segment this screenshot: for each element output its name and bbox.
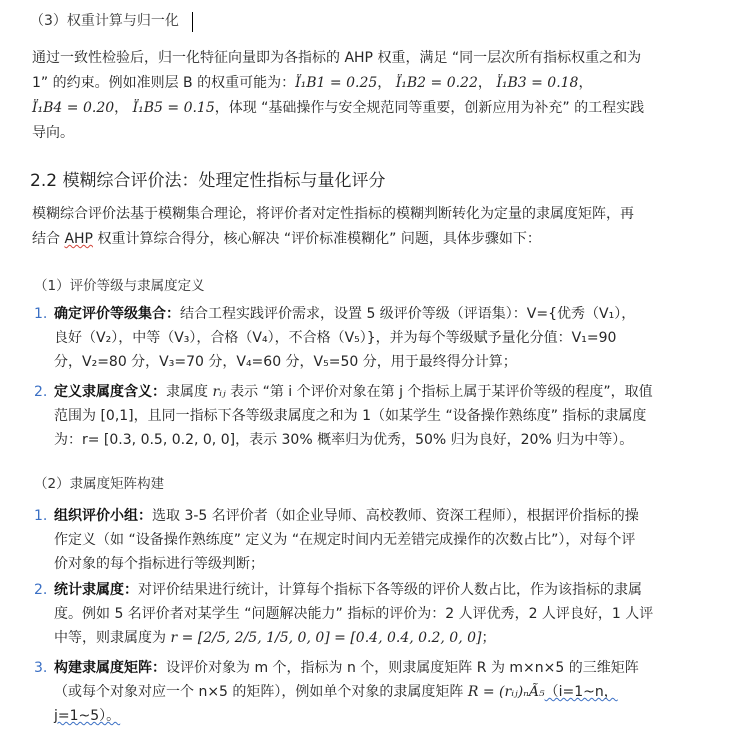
list-item-text: 结合工程实践评价需求，设置 5 级评价等级（评语集）：V={优秀（V₁）， bbox=[180, 306, 636, 322]
list-number: 1. bbox=[34, 508, 48, 524]
subheading-grade-membership: （1）评价等级与隶属度定义 bbox=[34, 278, 205, 294]
list-item-text: （或每个对象对应一个 n×5 的矩阵），例如单个对象的隶属度矩阵 bbox=[54, 684, 468, 700]
para2-line2-pre: 结合 bbox=[32, 231, 65, 247]
para2-line2-post: 权重计算综合得分，核心解决 “评价标准模糊化” 问题，具体步骤如下： bbox=[93, 231, 541, 247]
list-item-line3: j=1~5）。 bbox=[54, 708, 121, 724]
list-item-text: 对评价结果进行统计，计算每个指标下各等级的评价人数占比，作为该指标的隶属 bbox=[138, 582, 642, 598]
list-item-line2: 度。例如 5 名评价者对某学生 “问题解决能力” 指标的评价为：2 人评优秀，2 人评良好，1 人评 bbox=[54, 606, 654, 622]
weight-b3: Ï₁B3 = 0.18 bbox=[496, 75, 579, 91]
list-item-line2 bbox=[54, 680, 709, 704]
list-item bbox=[34, 578, 714, 650]
list-item-line3: 价对象的每个指标进行等级判断； bbox=[54, 556, 264, 572]
list-number: 3. bbox=[34, 660, 48, 676]
list-number: 2. bbox=[34, 384, 48, 400]
para1-line2-text: 1” 的约束。例如准则层 B 的权重可能为： bbox=[32, 75, 296, 91]
paragraph-fuzzy-intro bbox=[32, 202, 712, 252]
list-item-title: 统计隶属度： bbox=[54, 582, 138, 598]
weight-b2: Ï₁B2 = 0.22 bbox=[395, 75, 478, 91]
para1-line3: Ï₁B4 = 0.20， Ï₁B5 = 0.15，体现 “基础操作与安全规范同等重要，创新应用为补充” 的工程实践 bbox=[32, 100, 645, 116]
list-item-line2: 作定义（如 “设备操作熟练度” 定义为 “在规定时间内无差错完成操作的次数占比”），对每个评 bbox=[54, 532, 636, 548]
section-heading-weight-normalization: （3）权重计算与归一化 bbox=[30, 13, 179, 29]
spellcheck-ahp: AHP bbox=[64, 231, 93, 247]
list-number: 1. bbox=[34, 306, 48, 322]
list-item-title: 确定评价等级集合： bbox=[54, 306, 180, 322]
list-item-text-rest: 表示 “第 i 个评价对象在第 j 个指标上属于某评价等级的程度”，取值 bbox=[225, 384, 653, 400]
list-item-line2: 良好（V₂），中等（V₃），合格（V₄），不合格（V₅）}，并为每个等级赋予量化分值：V₁=90 bbox=[54, 330, 617, 346]
list-item-text: 中等，则隶属度为 bbox=[54, 630, 171, 646]
list-item bbox=[34, 302, 714, 374]
section-heading-fuzzy-evaluation: 2.2 模糊综合评价法：处理定性指标与量化评分 bbox=[30, 171, 386, 191]
paragraph-ahp-weights bbox=[32, 46, 712, 146]
list-item-line1 bbox=[54, 656, 709, 680]
list-item bbox=[34, 656, 714, 728]
subheading-matrix-construction: （2）隶属度矩阵构建 bbox=[34, 476, 165, 492]
list-item-line3: 为：r= [0.3, 0.5, 0.2, 0, 0]，表示 30% 概率归为优秀，50% 归为良好，20% 归为中等）。 bbox=[54, 432, 634, 448]
list-item bbox=[34, 380, 714, 452]
para1-line1: 通过一致性检验后，归一化特征向量即为各指标的 AHP 权重，满足 “同一层次所有指标权重之和为 bbox=[32, 50, 642, 66]
list-item-body bbox=[54, 302, 709, 374]
matrix-formula: R = (rᵢⱼ)ₙÃ₅ bbox=[467, 684, 545, 700]
list-item-text: 设评价对象为 m 个，指标为 n 个，则隶属度矩阵 R 为 m×n×5 的三维矩阵 bbox=[166, 660, 639, 676]
text-cursor bbox=[192, 12, 193, 32]
list-item-line1 bbox=[54, 302, 709, 326]
list-item-line2: 范围为 [0,1]，且同一指标下各等级隶属度之和为 1（如某学生 “设备操作熟练度” 指标的隶属度 bbox=[54, 408, 647, 424]
list-item-title: 构建隶属度矩阵： bbox=[54, 660, 166, 676]
list-item-text: 选取 3-5 名评价者（如企业导师、高校教师、资深工程师），根据评价指标的操 bbox=[152, 508, 639, 524]
list-item-line1 bbox=[54, 380, 709, 404]
para1-line2: 1” 的约束。例如准则层 B 的权重可能为：Ï₁B1 = 0.25， Ï₁B2 = 0.22， Ï₁B3 = 0.18， bbox=[32, 75, 593, 91]
list-item-body bbox=[54, 578, 709, 650]
list-item-title: 组织评价小组： bbox=[54, 508, 152, 524]
list-item bbox=[34, 504, 714, 576]
list-item-line1 bbox=[54, 504, 709, 528]
membership-symbol: rᵢⱼ bbox=[212, 384, 226, 400]
para2-line1: 模糊综合评价法基于模糊集合理论，将评价者对定性指标的模糊判断转化为定量的隶属度矩阵，再 bbox=[32, 206, 634, 222]
para1-line3-text: ，体现 “基础操作与安全规范同等重要，创新应用为补充” 的工程实践 bbox=[214, 100, 645, 116]
weight-b5: Ï₁B5 = 0.15 bbox=[132, 100, 215, 116]
weight-b1: Ï₁B1 = 0.25 bbox=[295, 75, 378, 91]
list-item-line3 bbox=[54, 626, 709, 650]
weight-b4: Ï₁B4 = 0.20 bbox=[32, 100, 115, 116]
list-item-line1 bbox=[54, 578, 709, 602]
membership-formula: r = [2/5, 2/5, 1/5, 0, 0] = [0.4, 0.4, 0.2, 0, 0] bbox=[170, 630, 482, 646]
list-item-text-end: ； bbox=[481, 630, 496, 646]
spellcheck-index-range: （i=1~n， bbox=[544, 684, 618, 700]
para2-line2 bbox=[32, 227, 712, 252]
list-item-text: 隶属度 bbox=[166, 384, 213, 400]
list-item-line3: 分，V₂=80 分，V₃=70 分，V₄=60 分，V₅=50 分，用于最终得分计算； bbox=[54, 354, 517, 370]
list-item-body bbox=[54, 380, 709, 452]
list-number: 2. bbox=[34, 582, 48, 598]
list-item-title: 定义隶属度含义： bbox=[54, 384, 166, 400]
list-item-body bbox=[54, 656, 709, 728]
para1-line4: 导向。 bbox=[32, 125, 74, 141]
list-item-body bbox=[54, 504, 709, 576]
